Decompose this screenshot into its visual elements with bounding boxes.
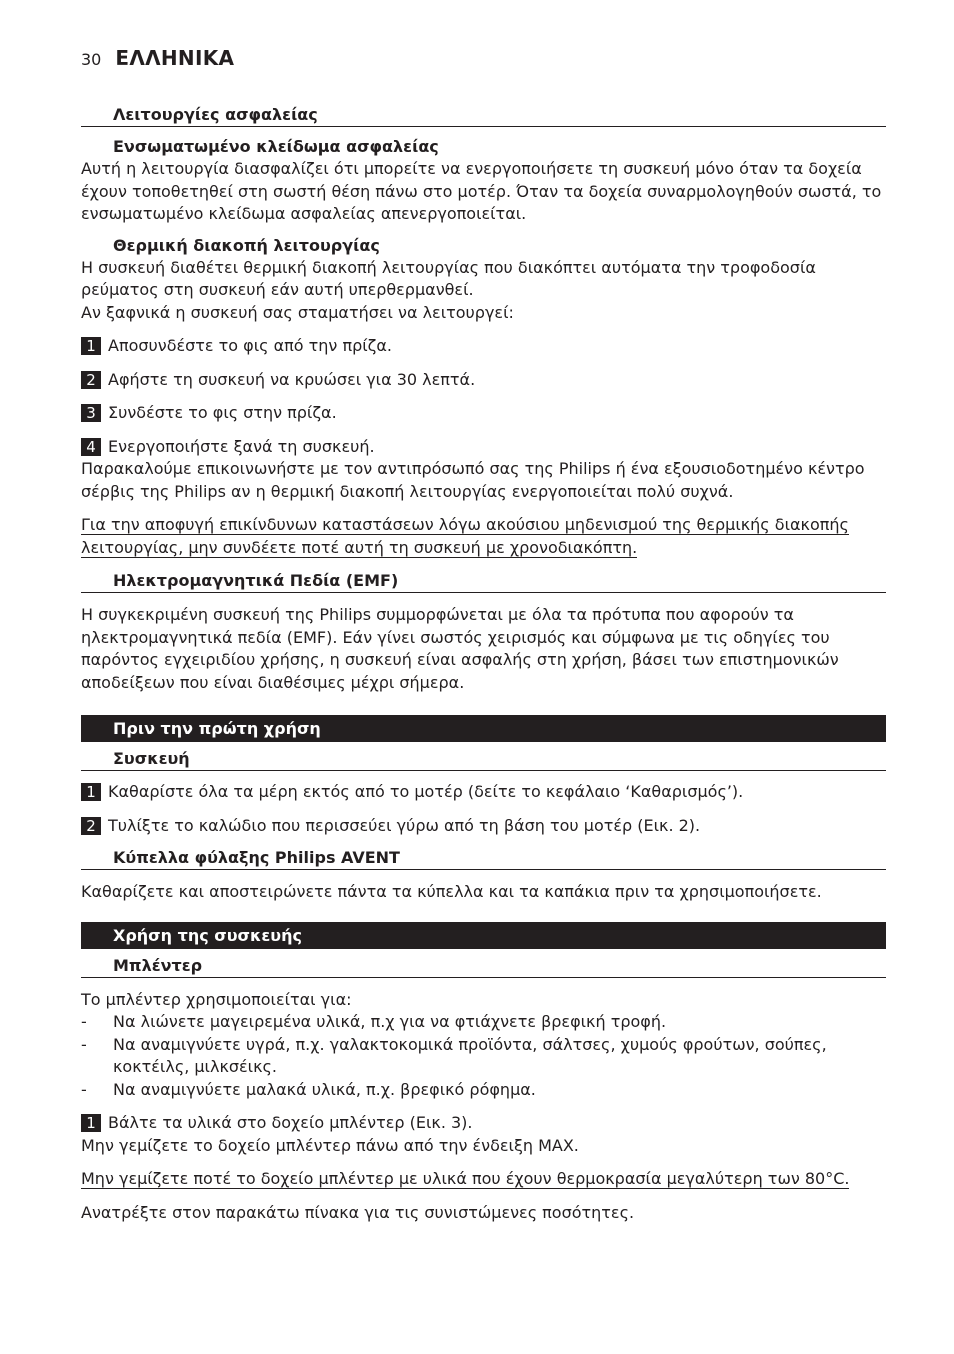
list-item — [81, 1079, 886, 1102]
list-item — [81, 1011, 886, 1034]
cups-text: Καθαρίζετε και αποστειρώνετε πάντα τα κύπελλα και τα καπάκια πριν τα χρησιμοποιήσετε. — [81, 882, 822, 901]
section-title: Μπλέντερ — [113, 955, 203, 975]
table-reference-text: Ανατρέξτε στον παρακάτω πίνακα για τις συνιστώμενες ποσότητες. — [81, 1202, 635, 1222]
step-number: 1 — [81, 1114, 101, 1132]
step-text: Αφήστε τη συσκευή να κρυώσει για 30 λεπτά. — [108, 369, 476, 389]
step-item — [81, 402, 886, 425]
list-text: Να αναμιγνύετε υγρά, π.χ. γαλακτοκομικά προϊόντα, σάλτσες, χυμούς φρούτων, σούπες, κοκτέιλς, μιλκσέικς. — [113, 1034, 827, 1076]
list-text: Να αναμιγνύετε μαλακά υλικά, π.χ. βρεφικό ρόφημα. — [113, 1079, 536, 1099]
subsection-appliance-heading — [81, 748, 886, 771]
warning-text — [81, 514, 886, 559]
step-text: Συνδέστε το φις στην πρίζα. — [108, 403, 337, 422]
step-number: 4 — [81, 438, 101, 456]
lock-text: Αυτή η λειτουργία διασφαλίζει ότι μπορείτε να ενεργοποιήσετε τη συσκευή μόνο όταν τα δοχεία έχουν τοποθετηθεί στη σωστή θέση πάνω στο μοτέρ. Όταν τα δοχεία συναρμολογηθούν σωστά, το ενσωματωμένο κλείδωμα ασφαλείας απενεργοποιείται. — [81, 159, 882, 223]
warning-underlined: Για την αποφυγή επικίνδυνων καταστάσεων λόγω ακούσιου μηδενισμού της θερμικής διακοπής λειτουργίας, μην συνδέετε ποτέ αυτή τη συσκευή με χρονοδιακόπτη. — [81, 515, 849, 557]
thermal-text-2: Αν ξαφνικά η συσκευή σας σταματήσει να λειτουργεί: — [81, 302, 514, 322]
language-title: ΕΛΛΗΝΙΚΑ — [115, 46, 235, 70]
subsection-blender-heading — [81, 955, 886, 978]
step-text: Καθαρίστε όλα τα μέρη εκτός από το μοτέρ (δείτε το κεφάλαιο ‘Καθαρισμός’). — [108, 782, 744, 801]
chapter-first-use-banner: Πριν την πρώτη χρήση — [81, 715, 886, 742]
contact-text: Παρακαλούμε επικοινωνήστε με τον αντιπρόσωπό σας της Philips ή ένα εξουσιοδοτημένο κέντρο σέρβις της Philips αν η θερμική διακοπή λειτουργίας ενεργοποιείται πολύ συχνά. — [81, 459, 865, 501]
warning-underlined: Μην γεμίζετε ποτέ το δοχείο μπλέντερ με υλικά που έχουν θερμοκρασία μεγαλύτερη των 80°C. — [81, 1169, 850, 1188]
list-dash: - — [81, 1034, 87, 1054]
step-number: 2 — [81, 817, 101, 835]
step-item — [81, 815, 886, 838]
subsection-thermal-title: Θερμική διακοπή λειτουργίας — [113, 235, 380, 255]
list-text: Να λιώνετε μαγειρεμένα υλικά, π.χ για να φτιάχνετε βρεφική τροφή. — [113, 1012, 667, 1031]
blender-intro: Το μπλέντερ χρησιμοποιείται για: — [81, 989, 352, 1009]
section-title: Λειτουργίες ασφαλείας — [113, 105, 318, 124]
section-safety-heading — [81, 104, 886, 127]
step-item — [81, 781, 886, 804]
step-item — [81, 335, 886, 358]
list-dash: - — [81, 1079, 87, 1099]
thermal-text-1: Η συσκευή διαθέτει θερμική διακοπή λειτουργίας που διακόπτει αυτόματα την τροφοδοσία ρεύματος στη συσκευή εάν αυτή υπερθερμανθεί. — [81, 257, 816, 299]
step-number: 1 — [81, 337, 101, 355]
step-number: 1 — [81, 783, 101, 801]
step-text: Βάλτε τα υλικά στο δοχείο μπλέντερ (Εικ. 3). — [108, 1113, 473, 1132]
step-item — [81, 436, 886, 459]
subsection-lock-title: Ενσωματωμένο κλείδωμα ασφαλείας — [113, 137, 439, 156]
step-item — [81, 369, 886, 392]
step-item — [81, 1112, 886, 1135]
step-number: 3 — [81, 404, 101, 422]
list-dash: - — [81, 1012, 87, 1031]
subsection-cups-heading — [81, 847, 886, 870]
warning-text — [81, 1168, 886, 1191]
section-title: Κύπελλα φύλαξης Philips AVENT — [113, 848, 400, 867]
step-text: Αποσυνδέστε το φις από την πρίζα. — [108, 336, 392, 355]
page-header — [81, 46, 886, 76]
section-title: Ηλεκτρομαγνητικά Πεδία (EMF) — [113, 571, 399, 590]
section-emf-heading — [81, 570, 886, 593]
manual-page — [81, 46, 886, 1224]
max-text: Μην γεμίζετε το δοχείο μπλέντερ πάνω από την ένδειξη MAX. — [81, 1135, 579, 1155]
emf-text: Η συγκεκριμένη συσκευή της Philips συμμορφώνεται με όλα τα πρότυπα που αφορούν τα ηλεκτρομαγνητικά πεδία (EMF). Εάν γίνει σωστός χειρισμός και σύμφωνα με τις οδηγίες του παρόντος εγχειριδίου χρήσης, η συσκευή είναι ασφαλής στη χρήση, βάσει των επιστημονικών αποδείξεων που είναι διαθέσιμες μέχρι σήμερα. — [81, 605, 839, 692]
list-item — [81, 1034, 886, 1079]
page-number: 30 — [81, 50, 102, 69]
chapter-usage-banner: Χρήση της συσκευής — [81, 922, 886, 949]
step-text: Ενεργοποιήστε ξανά τη συσκευή. — [108, 436, 375, 456]
step-number: 2 — [81, 371, 101, 389]
section-title: Συσκευή — [113, 749, 190, 768]
step-text: Τυλίξτε το καλώδιο που περισσεύει γύρω από τη βάση του μοτέρ (Εικ. 2). — [108, 815, 701, 835]
